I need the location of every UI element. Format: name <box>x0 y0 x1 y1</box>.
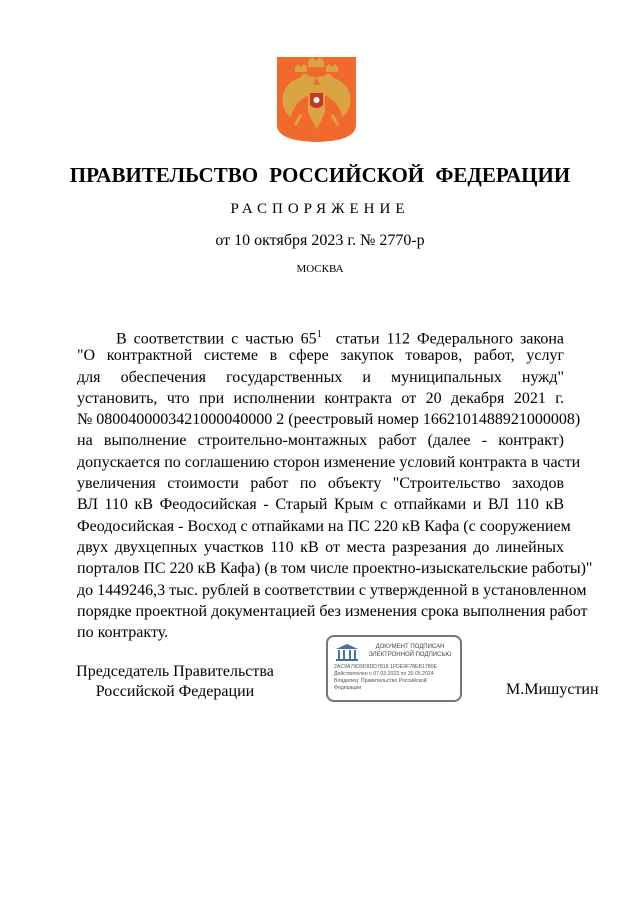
document-type: РАСПОРЯЖЕНИЕ <box>230 201 410 217</box>
stamp-owner: Владелец: Правительство Российской <box>334 678 427 684</box>
text-line: установить, что при исполнении контракта от 20 декабря 2021 г. <box>77 389 564 407</box>
text-line: до 1449246,3 тыс. рублей в соответствии с утвержденной в установленном <box>77 581 587 599</box>
text-line: Феодосийская - Восход с отпайками на ПС 220 кВ Кафа (с сооружением <box>77 517 571 535</box>
text-line: на выполнение строительно-монтажных работ (далее - контракт) <box>77 432 564 450</box>
text-line: допускается по соглашению сторон изменение условий контракта в части <box>77 453 581 471</box>
stamp-serial: 2AC9A79D9D9DD7818 1FDE9F78EB1780E <box>334 664 437 670</box>
stamp-title: ДОКУМЕНТ ПОДПИСАН ЭЛЕКТРОННОЙ ПОДПИСЬЮ <box>368 644 452 658</box>
stamp-validity: Действителен с 07.03.2023 по 30.05.2024 <box>334 671 434 677</box>
document-date-number: от 10 октября 2023 г. № 2770-р <box>215 232 425 249</box>
text-line: для обеспечения государственных и муниципальных нужд" <box>77 368 564 386</box>
stamp-owner-cont: Федерации <box>334 685 362 691</box>
text-line: № 0800400003421000040000 2 (реестровый номер 1662101488921000008) <box>77 411 581 429</box>
organization-title: ПРАВИТЕЛЬСТВО РОССИЙСКОЙ ФЕДЕРАЦИИ <box>69 163 571 187</box>
text-line: порядке проектной документацией без изменения срока выполнения работ <box>77 602 588 620</box>
text-line: В соответствии с частью $65^1$ статьи 112 Федерального закона <box>116 329 565 348</box>
superscript: 1 <box>316 329 322 340</box>
signatory-position: Председатель Правительства Российской Федерации <box>76 663 274 700</box>
signatory-name: М.Мишустин <box>506 681 599 698</box>
text-line: порталов ПС 220 кВ Кафа) (в том числе проектно-изыскательские работы)" <box>77 560 593 578</box>
text-line: увеличения стоимости работ по объекту "Строительство заходов <box>77 475 564 493</box>
text-line: "О контрактной системе в сфере закупок товаров, работ, услуг <box>77 347 564 365</box>
document-place: МОСКВА <box>296 263 344 275</box>
decree-text <box>77 324 593 643</box>
text-line: ВЛ 110 кВ Феодосийская - Старый Крым с отпайками и ВЛ 110 кВ <box>77 496 564 514</box>
coat-of-arms-icon <box>275 55 358 143</box>
government-building-icon <box>334 642 360 662</box>
text-line: по контракту. <box>77 624 169 642</box>
stamp-details <box>334 664 458 692</box>
electronic-signature-stamp <box>326 635 462 702</box>
text-line: двух двухцепных участков 110 кВ от места разрезания до линейных <box>77 538 564 556</box>
